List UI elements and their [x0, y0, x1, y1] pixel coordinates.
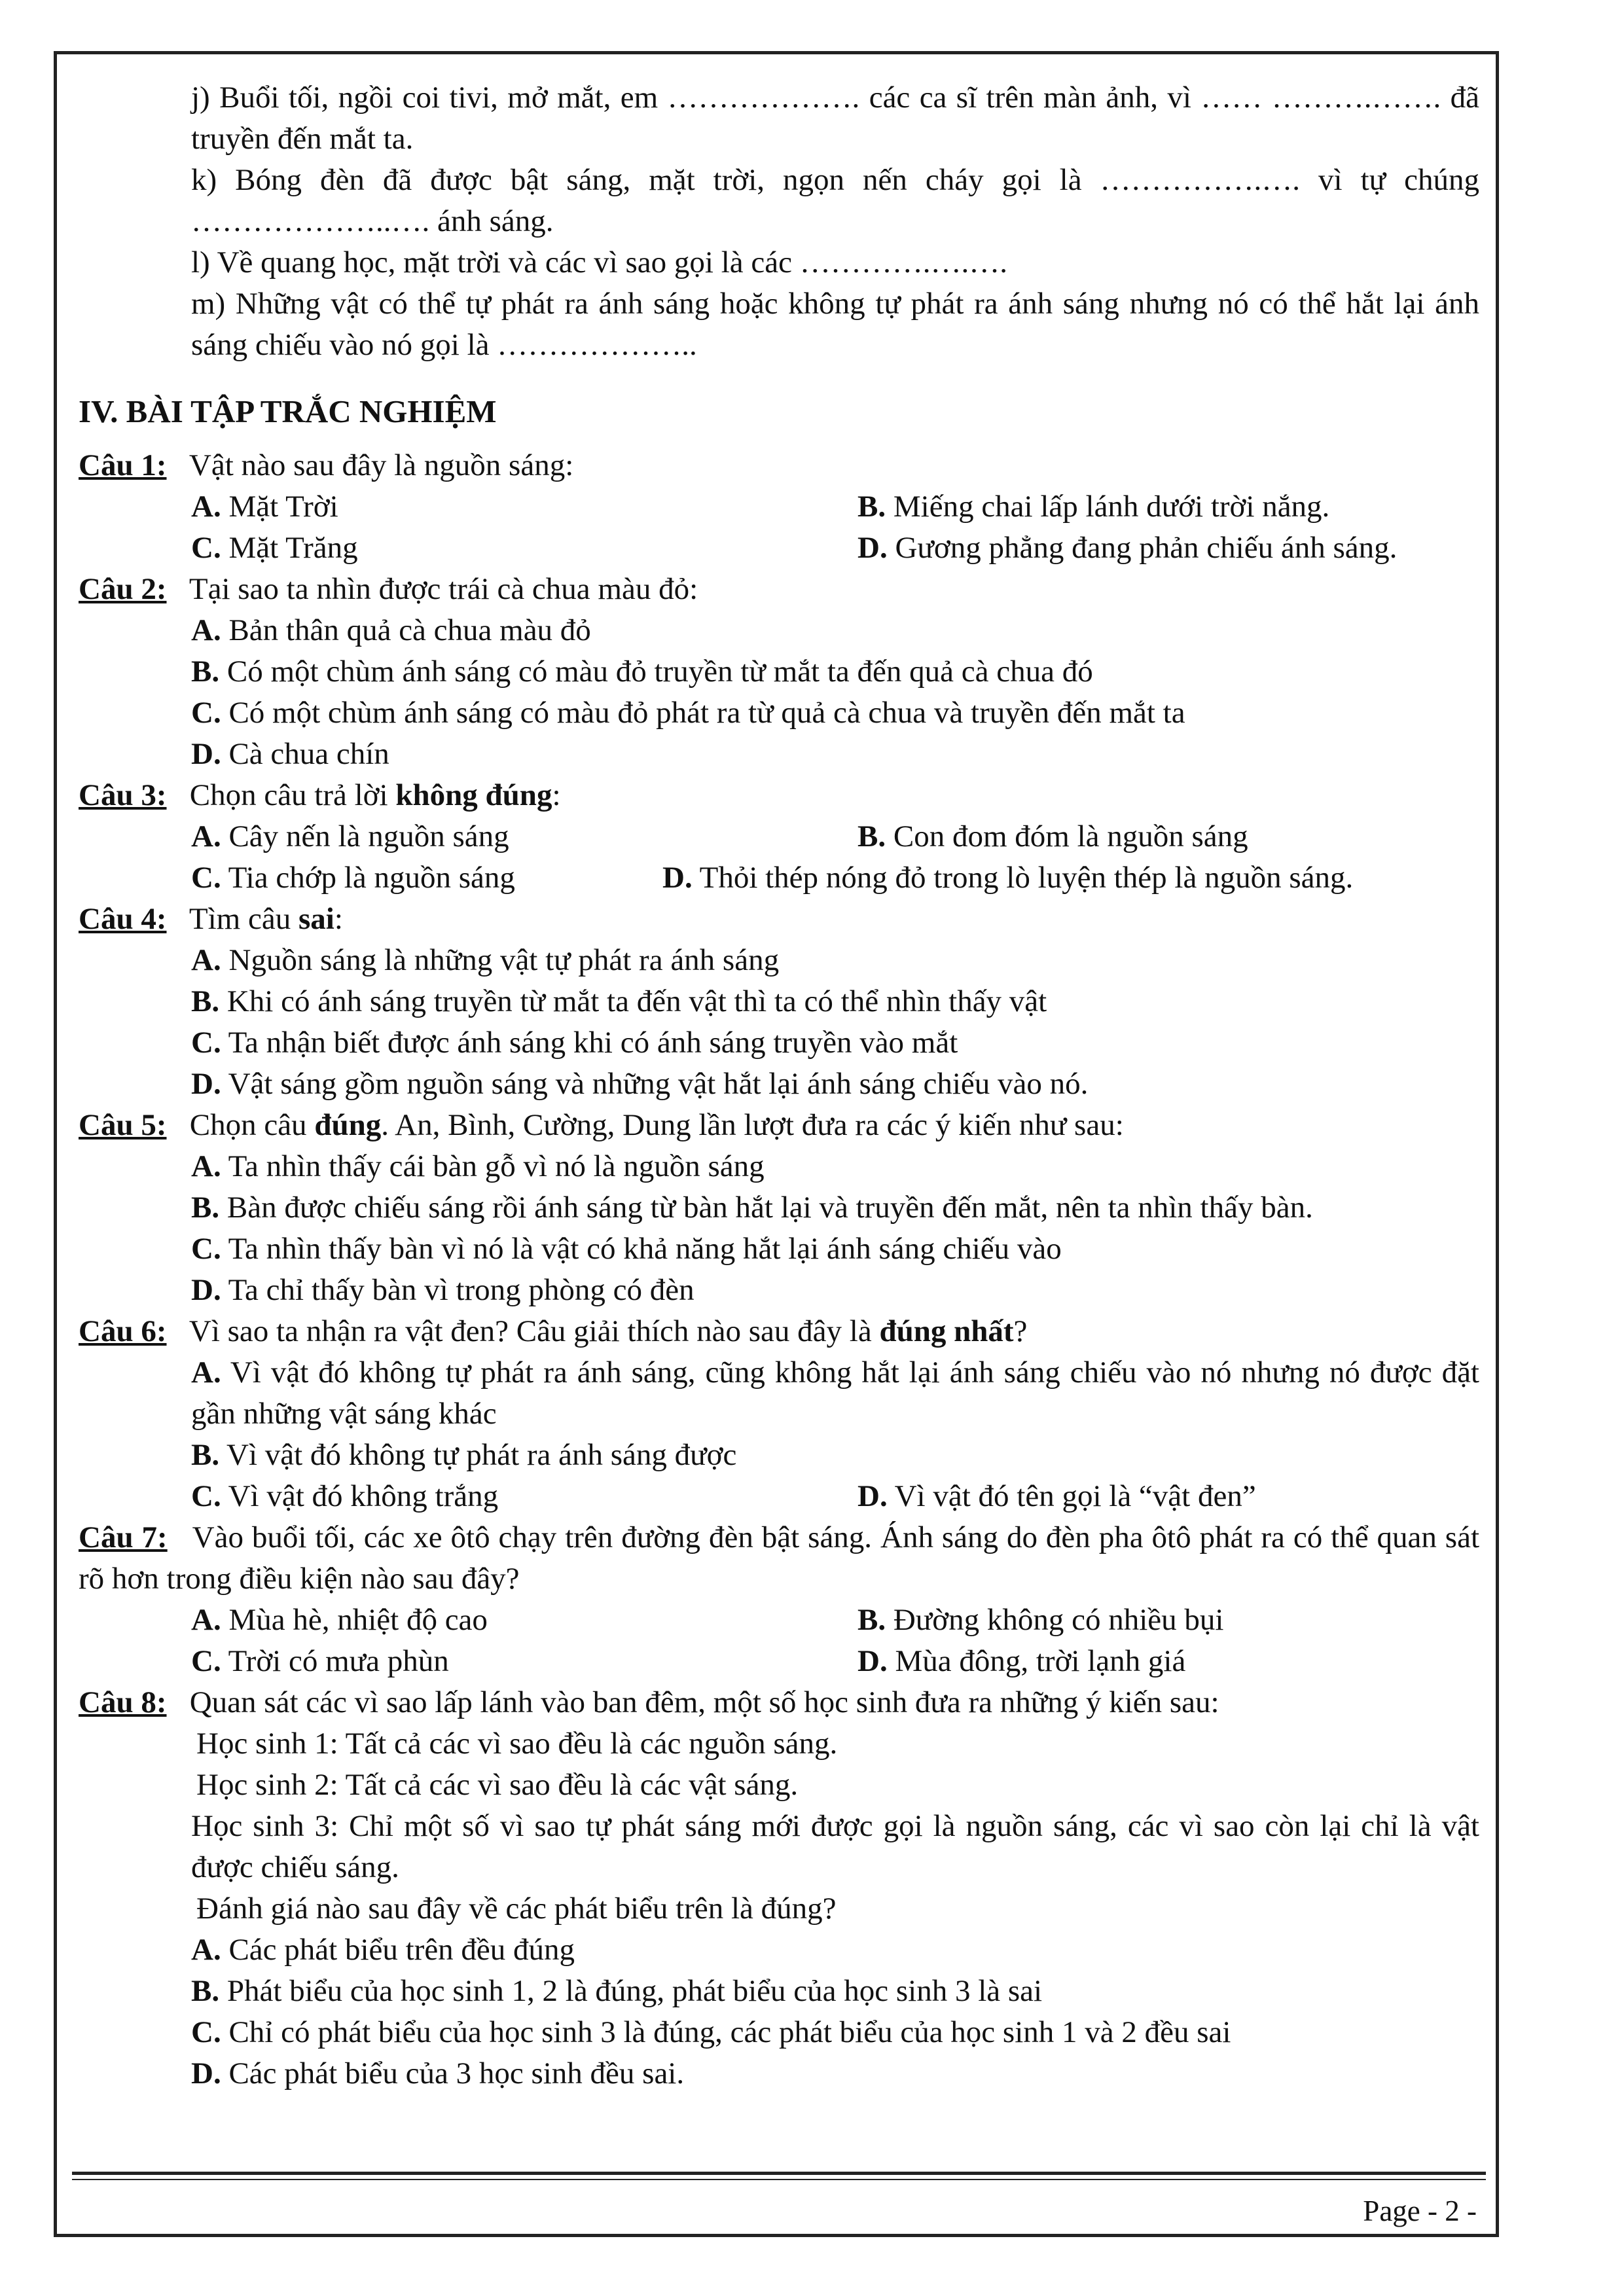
option-c: C. Ta nhìn thấy bàn vì nó là vật có khả năng hắt lại ánh sáng chiếu vào	[191, 1232, 1062, 1266]
option-b: B. Bàn được chiếu sáng rồi ánh sáng từ bàn hắt lại và truyền đến mắt, nên ta nhìn thấy bàn.	[191, 1191, 1313, 1225]
question-text: Quan sát các vì sao lấp lánh vào ban đêm, một số học sinh đưa ra những ý kiến sau:	[189, 1685, 1219, 1719]
option-d: D. Thỏi thép nóng đỏ trong lò luyện thép là nguồn sáng.	[662, 861, 1354, 895]
question-text: Vào buổi tối, các xe ôtô chạy trên đường đèn bật sáng. Ánh sáng do đèn pha ôtô phát ra có thể quan sát rõ hơn trong điều kiện nào sau đây?	[79, 1520, 1480, 1596]
question-label: Câu 3:	[79, 778, 167, 812]
question-2	[79, 569, 1479, 775]
document-body	[79, 77, 1479, 2094]
option-c: C. Vì vật đó không trắng	[191, 1479, 499, 1513]
option-a: A. Cây nến là nguồn sáng	[191, 819, 509, 853]
statement-student-3: Học sinh 3: Chỉ một số vì sao tự phát sáng mới được gọi là nguồn sáng, các vì sao còn lại chỉ là vật được chiếu sáng.	[191, 1809, 1479, 1884]
question-text: Tìm câu sai:	[189, 902, 343, 936]
option-d: D. Mùa đông, trời lạnh giá	[857, 1644, 1186, 1678]
question-text: Chọn câu đúng. An, Bình, Cường, Dung lần lượt đưa ra các ý kiến như sau:	[189, 1108, 1124, 1142]
statement-student-2: Học sinh 2: Tất cả các vì sao đều là các vật sáng.	[196, 1768, 799, 1802]
evaluation-prompt: Đánh giá nào sau đây về các phát biểu trên là đúng?	[196, 1892, 837, 1926]
option-c: C. Tia chớp là nguồn sáng	[191, 861, 515, 895]
option-c: C. Có một chùm ánh sáng có màu đỏ phát ra từ quả cà chua và truyền đến mắt ta	[191, 696, 1185, 730]
option-b: B. Đường không có nhiều bụi	[857, 1603, 1224, 1637]
fill-item-l: l) Về quang học, mặt trời và các vì sao gọi là các ………….….….	[191, 245, 1007, 279]
question-text: Vì sao ta nhận ra vật đen? Câu giải thích nào sau đây là đúng nhất?	[189, 1314, 1028, 1348]
question-6	[79, 1311, 1479, 1517]
question-text: Vật nào sau đây là nguồn sáng:	[189, 448, 574, 482]
option-b: B. Con đom đóm là nguồn sáng	[857, 819, 1248, 853]
question-label: Câu 6:	[79, 1314, 167, 1348]
option-b: B. Miếng chai lấp lánh dưới trời nắng.	[857, 490, 1330, 524]
question-7	[79, 1517, 1479, 1682]
question-text: Chọn câu trả lời không đúng:	[189, 778, 561, 812]
option-d: D. Ta chỉ thấy bàn vì trong phòng có đèn	[191, 1273, 695, 1307]
option-b: B. Phát biểu của học sinh 1, 2 là đúng, phát biểu của học sinh 3 là sai	[191, 1974, 1043, 2008]
question-4	[79, 899, 1479, 1105]
option-d: D. Gương phẳng đang phản chiếu ánh sáng.	[857, 531, 1398, 565]
option-c: C. Chỉ có phát biểu của học sinh 3 là đúng, các phát biểu của học sinh 1 và 2 đều sai	[191, 2015, 1231, 2049]
option-d: D. Các phát biểu của 3 học sinh đều sai.	[191, 2056, 685, 2090]
option-d: D. Vật sáng gồm nguồn sáng và những vật hắt lại ánh sáng chiếu vào nó.	[191, 1067, 1089, 1101]
statement-student-1: Học sinh 1: Tất cả các vì sao đều là các nguồn sáng.	[196, 1727, 838, 1761]
question-label: Câu 5:	[79, 1108, 167, 1142]
section-heading: IV. BÀI TẬP TRẮC NGHIỆM	[79, 393, 497, 429]
option-a: A. Mùa hè, nhiệt độ cao	[191, 1603, 488, 1637]
option-c: C. Trời có mưa phùn	[191, 1644, 449, 1678]
fill-item-m: m) Những vật có thể tự phát ra ánh sáng hoặc không tự phát ra ánh sáng nhưng nó có thể hắt lại ánh sáng chiếu vào nó gọi là ………………..	[191, 287, 1479, 362]
question-label: Câu 2:	[79, 572, 167, 606]
option-a: A. Các phát biểu trên đều đúng	[191, 1933, 575, 1967]
fill-item-j: j) Buổi tối, ngồi coi tivi, mở mắt, em ………………. các ca sĩ trên màn ảnh, vì …… ……….……. đã truyền đến mắt ta.	[191, 81, 1479, 156]
question-text: Tại sao ta nhìn được trái cà chua màu đỏ:	[189, 572, 698, 606]
option-b: B. Khi có ánh sáng truyền từ mắt ta đến vật thì ta có thể nhìn thấy vật	[191, 984, 1047, 1018]
option-c: C. Mặt Trăng	[191, 531, 358, 565]
option-a: A. Vì vật đó không tự phát ra ánh sáng, cũng không hắt lại ánh sáng chiếu vào nó nhưng nó được đặt gần những vật sáng khác	[191, 1355, 1479, 1431]
option-a: A. Mặt Trời	[191, 490, 338, 524]
footer-rule	[72, 2172, 1486, 2180]
option-a: A. Bản thân quả cà chua màu đỏ	[191, 613, 591, 647]
question-1	[79, 445, 1479, 569]
question-label: Câu 8:	[79, 1685, 167, 1719]
question-label: Câu 4:	[79, 902, 167, 936]
option-c: C. Ta nhận biết được ánh sáng khi có ánh sáng truyền vào mắt	[191, 1026, 958, 1060]
question-label: Câu 1:	[79, 448, 167, 482]
question-3	[79, 775, 1479, 899]
question-5	[79, 1105, 1479, 1311]
option-b: B. Vì vật đó không tự phát ra ánh sáng được	[191, 1438, 737, 1472]
question-8	[79, 1682, 1479, 2094]
fill-item-k: k) Bóng đèn đã được bật sáng, mặt trời, ngọn nến cháy gọi là …………….…. vì tự chúng ………………..…. ánh sáng.	[191, 163, 1479, 238]
option-d: D. Vì vật đó tên gọi là “vật đen”	[857, 1479, 1256, 1513]
question-label: Câu 7:	[79, 1520, 168, 1554]
option-b: B. Có một chùm ánh sáng có màu đỏ truyền từ mắt ta đến quả cà chua đó	[191, 655, 1093, 689]
option-a: A. Nguồn sáng là những vật tự phát ra ánh sáng	[191, 943, 780, 977]
fill-in-section	[79, 77, 1479, 366]
option-a: A. Ta nhìn thấy cái bàn gỗ vì nó là nguồn sáng	[191, 1149, 765, 1183]
page-number: Page - 2 -	[1363, 2195, 1477, 2227]
option-d: D. Cà chua chín	[191, 737, 389, 771]
